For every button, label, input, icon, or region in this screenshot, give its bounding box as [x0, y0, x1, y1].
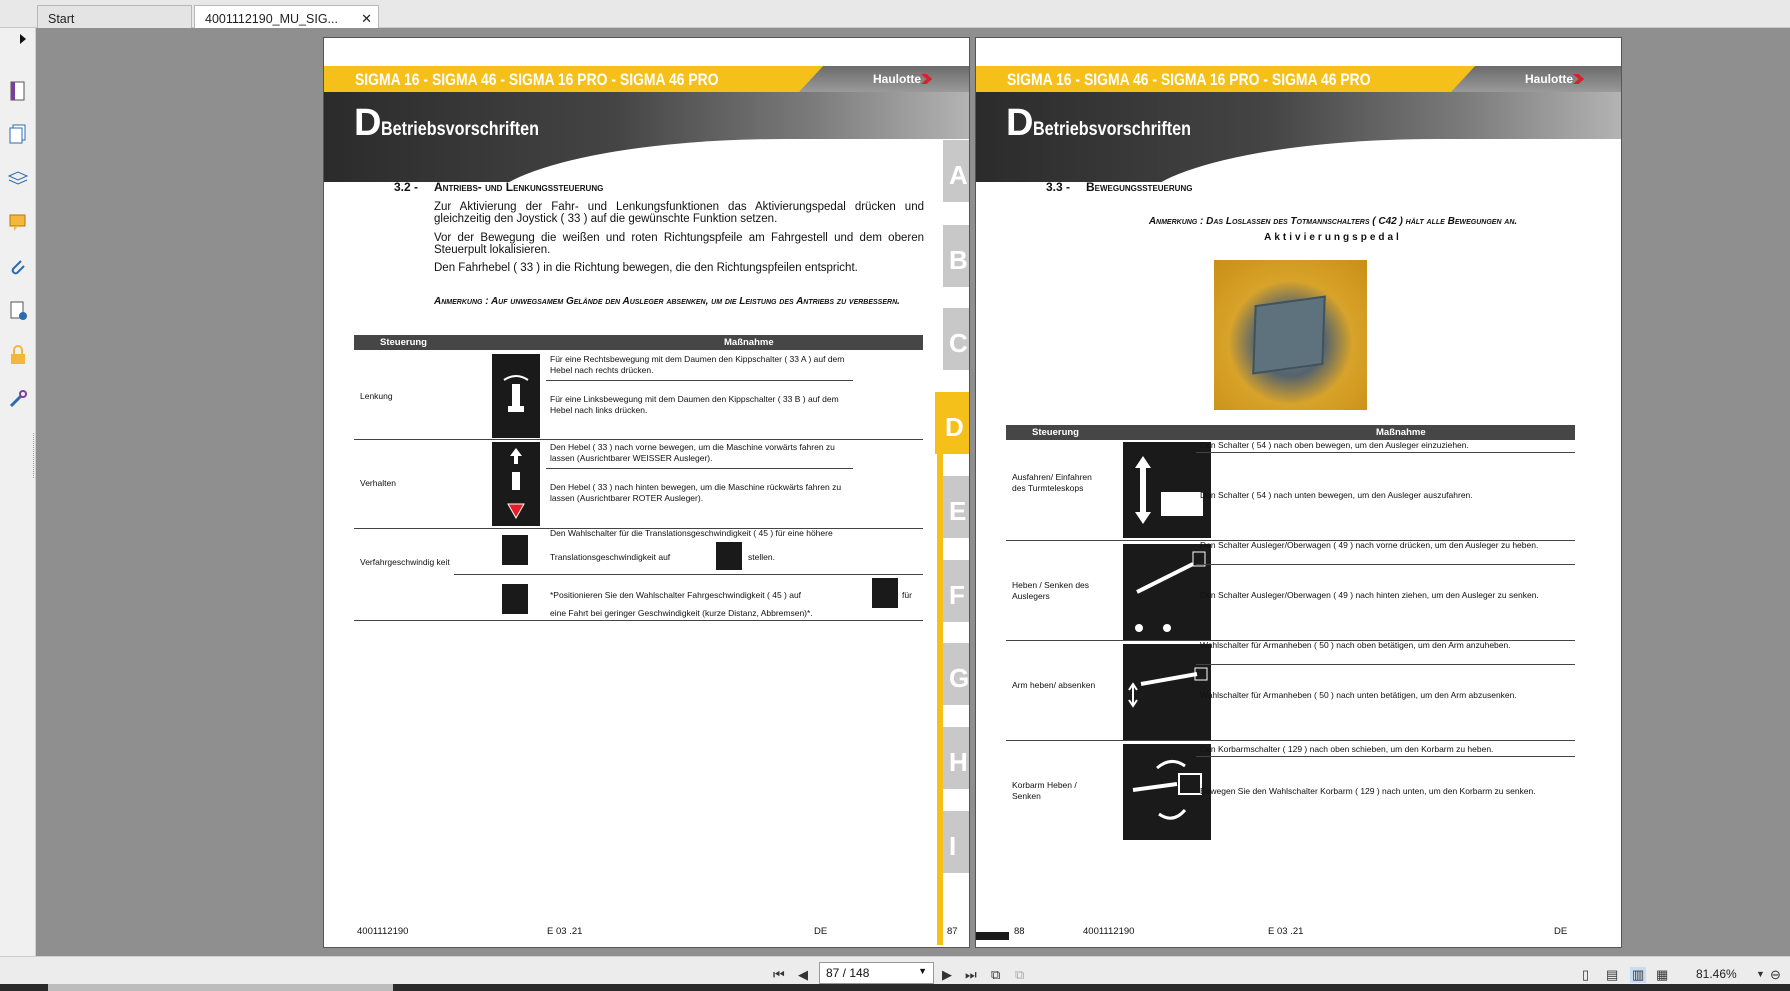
page-indicator: 87 / 148: [826, 966, 870, 980]
steering-joystick-icon: [492, 354, 540, 438]
chapter-marker: [976, 932, 1009, 940]
page-thumbnails-icon[interactable]: [7, 80, 29, 102]
document-viewer: [36, 28, 1790, 956]
turtle-icon: [872, 578, 898, 608]
layers-icon[interactable]: [7, 168, 29, 190]
footer-page: 87: [947, 926, 958, 937]
divider: [1196, 664, 1575, 665]
chapter-tab-g[interactable]: [943, 643, 969, 711]
next-view-icon[interactable]: ⧉: [1015, 967, 1025, 982]
divider: [354, 439, 923, 440]
banner-title: SIGMA 16 - SIGMA 46 - SIGMA 16 PRO - SIGMA 46 PRO: [1007, 70, 1371, 89]
table-cell: Korbarm Heben / Senken: [1012, 780, 1077, 801]
table-cell: Für eine Rechtsbewegung mit dem Daumen den Kippschalter ( 33 A ) auf dem Hebel nach rechts drücken.: [550, 354, 845, 375]
table-cell: Den Schalter ( 54 ) nach unten bewegen, um den Ausleger auszufahren.: [1200, 490, 1473, 500]
chapter-title: [1006, 102, 1219, 145]
doc-banner: [324, 66, 970, 92]
tab-label: Start: [48, 12, 75, 26]
tab-start[interactable]: [37, 5, 192, 28]
doc-banner: [976, 66, 1622, 92]
table-cell: stellen.: [748, 552, 775, 562]
table-cell: Wahlschalter für Armanheben ( 50 ) nach unten betätigen, um den Arm abzusenken.: [1200, 690, 1517, 700]
footer-docno: 4001112190: [357, 926, 409, 937]
divider: [454, 574, 923, 575]
chapter-tab-i[interactable]: [943, 811, 969, 879]
continuous-page-icon[interactable]: ▤: [1606, 967, 1619, 982]
table-cell: Den Schalter ( 54 ) nach oben bewegen, um den Ausleger einzuziehen.: [1200, 440, 1469, 450]
table-cell: Den Schalter Ausleger/Oberwagen ( 49 ) nach hinten ziehen, um den Ausleger zu senken.: [1200, 590, 1539, 600]
zoom-level[interactable]: [1696, 967, 1737, 981]
first-page-icon[interactable]: ⏮: [773, 967, 785, 982]
divider: [1196, 564, 1575, 565]
chapter-letter: D: [1006, 102, 1034, 144]
attachment-icon[interactable]: [7, 256, 29, 278]
tab-bar: [0, 0, 1790, 28]
page-88: [975, 37, 1622, 948]
boom-lift-icon: [1123, 544, 1211, 640]
table-cell: Translationsgeschwindigkeit auf: [550, 552, 671, 562]
table-cell: Bewegen Sie den Wahlschalter Korbarm ( 129 ) nach unten, um den Korbarm zu senken.: [1200, 786, 1536, 796]
tools-icon[interactable]: [7, 388, 29, 410]
table-cell: Ausfahren/ Einfahren des Turmteleskops: [1012, 472, 1092, 493]
banner-title: SIGMA 16 - SIGMA 46 - SIGMA 16 PRO - SIGMA 46 PRO: [355, 70, 719, 89]
single-page-icon[interactable]: ▯: [1582, 967, 1590, 982]
footer-edition: E 03 .21: [547, 926, 583, 937]
table-cell: Den Wahlschalter für die Translationsgeschwindigkeit ( 45 ) für eine höhere: [550, 528, 833, 538]
last-page-icon[interactable]: ⏭: [965, 967, 977, 982]
divider: [1196, 756, 1575, 757]
divider: [546, 468, 853, 469]
zoom-out-icon[interactable]: ⊖: [1770, 967, 1781, 982]
table-cell: Lenkung: [360, 391, 393, 401]
brand-logo: Haulotte: [1525, 72, 1573, 86]
jib-arm-icon: [1123, 744, 1211, 840]
close-icon[interactable]: ✕: [361, 11, 372, 26]
paragraph: Den Fahrhebel ( 33 ) in die Richtung bewegen, die den Richtungspfeilen entspricht.: [434, 262, 858, 274]
chapter-tab-label: E: [949, 496, 967, 526]
footer-lang: DE: [1554, 926, 1568, 937]
chapter-tab-label: G: [949, 663, 970, 693]
rabbit-icon: [502, 535, 528, 565]
chapter-tab-label: D: [945, 412, 964, 442]
paragraph: Vor der Bewegung die weißen und roten Richtungspfeile am Fahrgestell und dem oberen Steuerpult lokalisieren.: [434, 232, 924, 256]
divider: [546, 380, 853, 381]
continuous-facing-icon[interactable]: ▦: [1656, 967, 1669, 982]
facing-pages-icon[interactable]: ▥: [1632, 967, 1645, 982]
previous-page-icon[interactable]: ◀: [798, 967, 808, 982]
section-number: 3.2 -: [394, 180, 419, 194]
chapter-tab-label: C: [949, 328, 968, 358]
column-header: Maßnahme: [724, 337, 774, 348]
column-header: Steuerung: [1032, 427, 1079, 438]
pedal-photo: [1214, 260, 1367, 410]
chapter-name: Betriebsvorschriften: [1033, 119, 1192, 140]
table-cell: Verfahrgeschwindig keit: [360, 557, 450, 567]
scrollbar-thumb[interactable]: [48, 984, 393, 991]
table-cell: Den Schalter Ausleger/Oberwagen ( 49 ) nach vorne drücken, um den Ausleger zu heben.: [1200, 540, 1539, 550]
expand-panel-icon[interactable]: [20, 34, 26, 44]
divider: [1006, 740, 1575, 741]
pages-icon[interactable]: [7, 123, 29, 145]
next-page-icon[interactable]: ▶: [942, 967, 952, 982]
table-cell: Den Hebel ( 33 ) nach vorne bewegen, um die Maschine vorwärts fahren zu lassen (Ausrichtbarer WEISSER Ausleger).: [550, 442, 835, 463]
chapter-letter: D: [354, 102, 382, 144]
rabbit-icon: [716, 542, 742, 570]
telescope-switch-icon: [1123, 442, 1211, 538]
chapter-tab-c[interactable]: [943, 308, 969, 376]
footer-edition: E 03 .21: [1268, 926, 1304, 937]
chapter-tab-label: I: [949, 831, 957, 861]
table-cell: Den Hebel ( 33 ) nach hinten bewegen, um die Maschine rückwärts fahren zu lassen (Ausrichtbarer ROTER Ausleger).: [550, 482, 842, 503]
tab-label: 4001112190_MU_SIG...: [205, 12, 338, 26]
chapter-marker: [937, 392, 943, 945]
footer-docno: 4001112190: [1083, 926, 1135, 937]
divider: [354, 620, 923, 621]
zoom-value: 81.46%: [1696, 967, 1737, 981]
travel-arrows-icon: [492, 442, 540, 526]
chapter-tab-label: B: [949, 245, 968, 275]
footer-lang: DE: [814, 926, 828, 937]
chevron-down-icon[interactable]: ▼: [918, 966, 927, 976]
divider: [1196, 452, 1575, 453]
table-header: [354, 335, 923, 350]
photo-caption: Aktivierungspedal: [1264, 232, 1402, 243]
chevron-down-icon[interactable]: ▼: [1756, 969, 1765, 979]
note: Anmerkung : Das Loslassen des Totmannschalters ( C42 ) hält alle Bewegungen an.: [1148, 216, 1518, 227]
brand-logo: Haulotte: [873, 72, 921, 86]
footer-page: 88: [1014, 926, 1025, 937]
section-number: 3.3 -: [1046, 180, 1071, 194]
table-cell: Arm heben/ absenken: [1012, 680, 1096, 690]
table-cell: Den Korbarmschalter ( 129 ) nach oben schieben, um den Korbarm zu heben.: [1200, 744, 1494, 754]
section-title: Antriebs- und Lenkungssteuerung: [434, 180, 604, 194]
signature-icon[interactable]: [7, 300, 29, 322]
table-cell: für: [902, 590, 912, 600]
arm-lift-icon: [1123, 644, 1211, 740]
chapter-tab-b[interactable]: [943, 225, 969, 293]
tab-document[interactable]: [194, 5, 379, 28]
lock-icon[interactable]: [7, 344, 29, 366]
chapter-name: Betriebsvorschriften: [381, 119, 540, 140]
column-header: Steuerung: [380, 337, 427, 348]
chapter-tab-label: F: [949, 580, 965, 610]
comments-icon[interactable]: [7, 212, 29, 234]
table-cell: Für eine Linksbewegung mit dem Daumen den Kippschalter ( 33 B ) auf dem Hebel nach links drücken.: [550, 394, 839, 415]
chapter-tab-label: A: [949, 160, 968, 190]
chapter-tab-label: H: [949, 747, 968, 777]
paragraph: Zur Aktivierung der Fahr- und Lenkungsfunktionen das Aktivierungspedal drücken und gleichzeitig den Joystick ( 33 ) auf die gewünschte Funktion setzen.: [434, 201, 924, 225]
table-header: [1006, 425, 1575, 440]
section-title: Bewegungssteuerung: [1086, 180, 1193, 194]
note: Anmerkung : Auf unwegsamem Gelände den Ausleger absenken, um die Leistung des Antriebs zu verbessern.: [434, 296, 900, 307]
page-87: [323, 37, 970, 948]
chapter-tab-a[interactable]: [943, 140, 969, 208]
turtle-icon: [502, 584, 528, 614]
table-cell: Wahlschalter für Armanheben ( 50 ) nach oben betätigen, um den Arm anzuheben.: [1200, 640, 1511, 650]
page-number-input[interactable]: [819, 962, 934, 984]
table-cell: Heben / Senken des Auslegers: [1012, 580, 1090, 601]
table-cell: *Positionieren Sie den Wahlschalter Fahrgeschwindigkeit ( 45 ) auf: [550, 590, 802, 600]
table-cell: Verhalten: [360, 478, 396, 488]
chapter-tab-e[interactable]: [943, 476, 969, 544]
chapter-title: [354, 102, 567, 145]
previous-view-icon[interactable]: ⧉: [991, 967, 1001, 982]
chapter-tab-h[interactable]: [943, 727, 969, 795]
chapter-tab-f[interactable]: [943, 560, 969, 628]
column-header: Maßnahme: [1376, 427, 1426, 438]
table-cell: eine Fahrt bei geringer Geschwindigkeit (kurze Distanz, Abbremsen)*.: [550, 608, 813, 618]
left-toolbar: [0, 28, 36, 956]
